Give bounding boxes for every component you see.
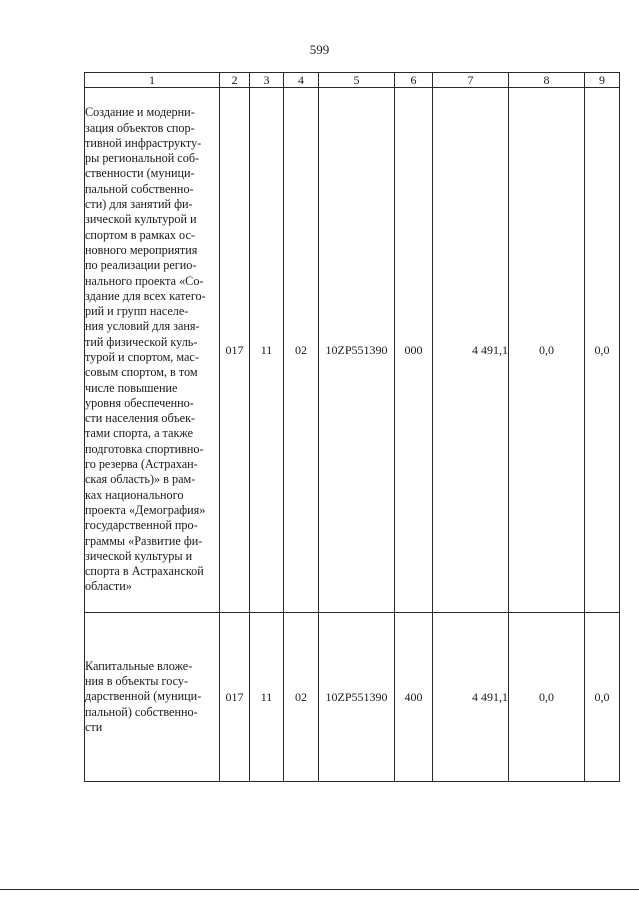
table-cell: 000 (395, 88, 433, 613)
table-cell: 10ZP551390 (319, 88, 395, 613)
row-description-cell (85, 88, 220, 613)
header-cell: 6 (395, 73, 433, 88)
table-cell: 02 (284, 88, 319, 613)
table-cell: 017 (220, 88, 250, 613)
header-cell: 1 (85, 73, 220, 88)
header-cell: 7 (433, 73, 509, 88)
table-cell: 11 (250, 88, 284, 613)
header-cell: 4 (284, 73, 319, 88)
table-cell: 10ZP551390 (319, 613, 395, 782)
table-cell: 017 (220, 613, 250, 782)
header-cell: 2 (220, 73, 250, 88)
table-cell: 4 491,1 (433, 88, 509, 613)
page-bottom-edge (0, 889, 639, 890)
header-cell: 9 (585, 73, 620, 88)
table-cell: 0,0 (585, 613, 620, 782)
header-cell: 5 (319, 73, 395, 88)
header-cell: 8 (509, 73, 585, 88)
table-cell: 4 491,1 (433, 613, 509, 782)
row-description: Капитальные вложе- ния в объекты госу- дарственной (муници- пальной) собственно- сти (85, 658, 202, 734)
table-cell: 11 (250, 613, 284, 782)
header-cell: 3 (250, 73, 284, 88)
table-cell: 400 (395, 613, 433, 782)
table-cell: 0,0 (509, 613, 585, 782)
table-row (85, 88, 620, 613)
row-description-cell (85, 613, 220, 782)
table-cell: 0,0 (509, 88, 585, 613)
page-number: 599 (309, 42, 330, 57)
header-row (85, 73, 620, 88)
table-cell: 02 (284, 613, 319, 782)
table-row (85, 613, 620, 782)
row-description: Создание и модерни- зация объектов спор- тивной инфраструкту- ры региональной соб- ственности (муници- пальной собственно- сти) для занятий фи- зической культурой и спортом в рамках ос- новного мероприятия по реализации регио- нального проекта «Со- здание для всех катего- рий и групп населе- ния условий для заня- тий физической куль- турой и спортом, мас- совым спортом, в том числе повышение уровня обеспеченно- сти населения объек- тами спорта, а также подготовка спортивно- го резерва (Астрахан- ская область)» в рам- ках национального проекта «Демография» государственной про- граммы «Развитие фи- зической культуры и спорта в Астраханской области» (85, 105, 206, 594)
table-cell: 0,0 (585, 88, 620, 613)
budget-table (84, 72, 620, 782)
